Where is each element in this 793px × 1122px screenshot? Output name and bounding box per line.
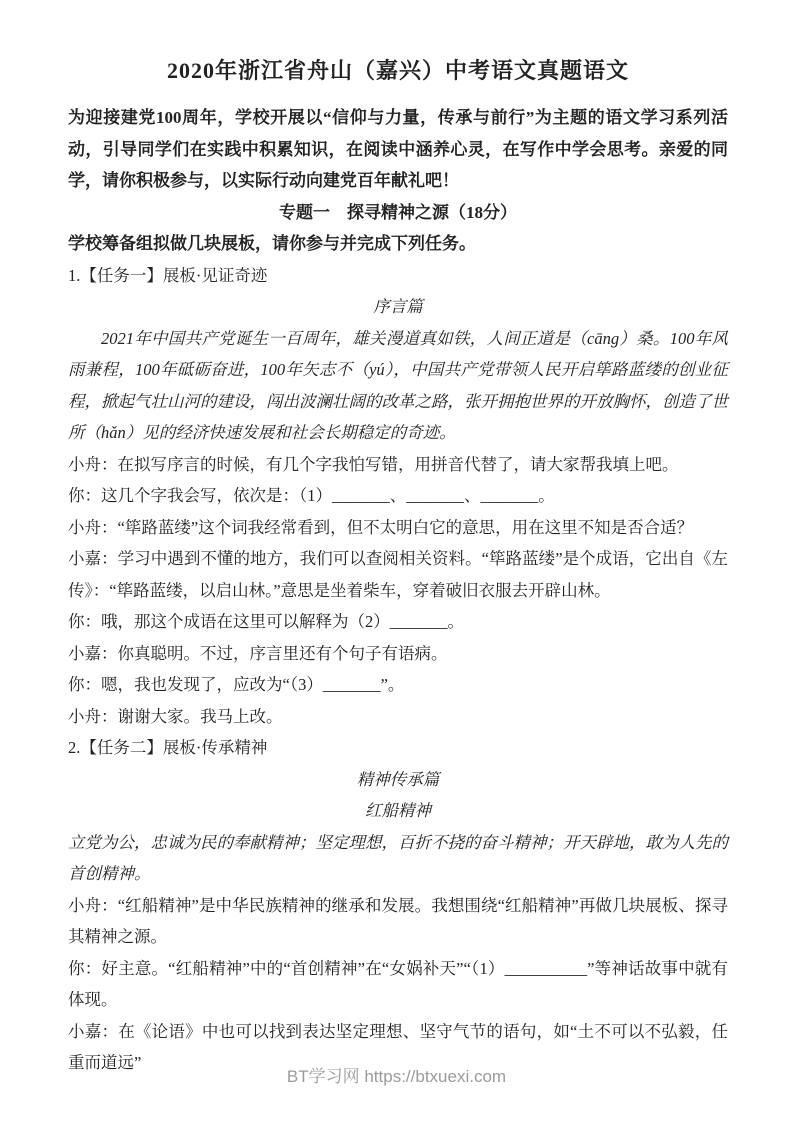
dialog-line-you-1: 你：这几个字我会写，依次是：（1）_______、_______、_______。	[68, 486, 555, 505]
section1-heading: 专题一 探寻精神之源（18分）	[279, 202, 517, 222]
dialog2-line-xiaozhou-1: 小舟：“红船精神”是中华民族精神的继承和发展。我想围绕“红船精神”再做几块展板、探寻其精神之源。	[68, 895, 728, 946]
document-title: 2020年浙江省舟山（嘉兴）中考语文真题语文	[166, 58, 629, 83]
preface-paragraph: 2021年中国共产党诞生一百周年，雄关漫道真如铁，人间正道是（cāng）桑。100年风雨兼程，100年砥砺奋进，100年矢志不（yú），中国共产党带领人民开启筚路蓝缕的创业征程，掀起气壮山河的建设，闯出波澜壮阔的改革之路，张开拥抱世界的开放胸怀，创造了世所（hǎn）见的经济快速发展和社会长期稳定的奇迹。	[68, 328, 728, 442]
task2-label: 2.【任务二】展板·传承精神	[68, 738, 268, 757]
page-content	[68, 56, 728, 1079]
board-paragraph: 立党为公，忠诚为民的奉献精神；坚定理想，百折不挠的奋斗精神；开天辟地，敢为人先的首创精神。	[68, 832, 728, 883]
intro-paragraph: 为迎接建党100周年，学校开展以“信仰与力量，传承与前行”为主题的语文学习系列活动，引导同学们在实践中积累知识，在阅读中涵养心灵，在写作中学会思考。亲爱的同学，请你积极参与，以实际行动向建党百年献礼吧！	[68, 108, 728, 190]
task1-label: 1.【任务一】展板·见证奇迹	[68, 265, 268, 285]
board-subtitle: 红船精神	[365, 801, 431, 820]
dialog-line-xiajia-2: 小嘉：你真聪明。不过，序言里还有个句子有语病。	[68, 643, 448, 663]
dialog-line-you-3: 你：嗯，我也发现了，应改为“（3）_______”。	[68, 675, 405, 694]
board-title: 精神传承篇	[356, 769, 440, 789]
dialog-line-xiaozhou-1: 小舟：在拟写序言的时候，有几个字我怕写错，用拼音代替了，请大家帮我填上吧。	[68, 454, 679, 474]
section1-lead: 学校筹备组拟做几块展板，请你参与并完成下列任务。	[68, 234, 476, 253]
dialog2-line-you-1: 你：好主意。“红船精神”中的“首创精神”在“女娲补天”“（1）__________”等神话故事中就有体现。	[68, 958, 728, 1009]
dialog-line-xiaozhou-2: 小舟：“筚路蓝缕”这个词我经常看到，但不太明白它的意思，用在这里不知是否合适？	[68, 517, 694, 537]
dialog-line-xiaozhou-3: 小舟：谢谢大家。我马上改。	[68, 706, 283, 726]
watermark-link[interactable]: BT学习网 https://btxuexi.com	[286, 1067, 507, 1086]
dialog2-line-xiajia-1: 小嘉：在《论语》中也可以找到表达坚定理想、坚守气节的语句，如“土不可以不弘毅，任重而道远”	[68, 1021, 728, 1072]
dialog-line-you-2: 你：哦，那这个成语在这里可以解释为（2）_______。	[68, 612, 464, 631]
dialog-line-xiajia-1: 小嘉：学习中遇到不懂的地方，我们可以查阅相关资料。“筚路蓝缕”是个成语，它出自《左传》：“筚路蓝缕，以启山林。”意思是坐着柴车，穿着破旧衣服去开辟山林。	[68, 549, 728, 600]
preface-title: 序言篇	[373, 297, 423, 316]
